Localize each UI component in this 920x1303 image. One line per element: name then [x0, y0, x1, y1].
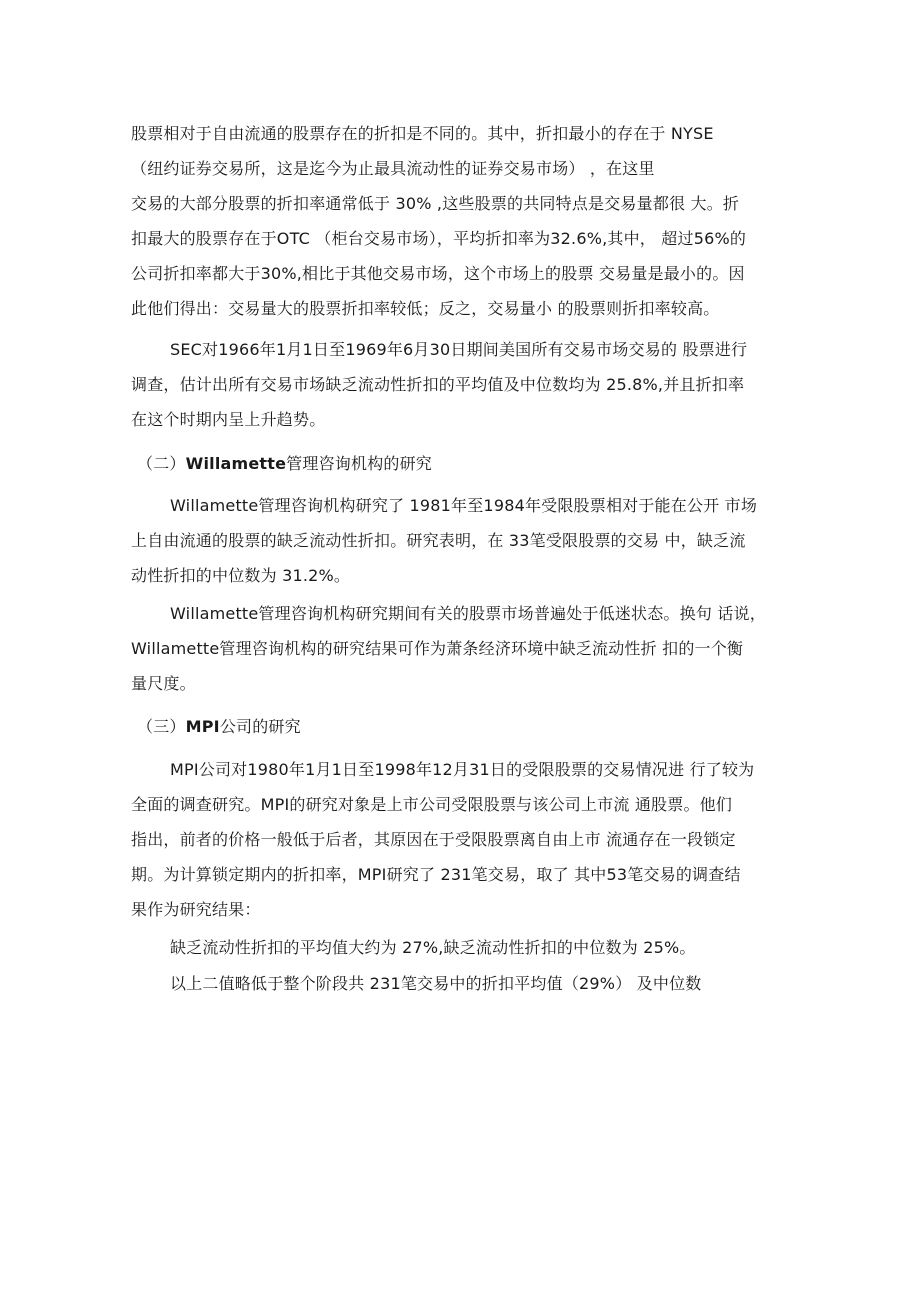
text-line: 期。为计算锁定期内的折扣率，MPI研究了 231笔交易，取了 其中53笔交易的调查结: [131, 865, 741, 884]
heading-suffix: 公司的研究: [219, 717, 301, 736]
text-line: 公司折扣率都大于30%,相比于其他交易市场，这个市场上的股票 交易量是最小的。因: [131, 264, 745, 283]
text-line: 在这个时期内呈上升趋势。: [131, 410, 326, 429]
text-line: 扣最大的股票存在于OTC （柜台交易市场），平均折扣率为32.6%,其中， 超过56%的: [131, 229, 747, 248]
text-line: Willamette管理咨询机构研究期间有关的股票市场普遍处于低迷状态。换句 话说，: [170, 604, 766, 623]
text-line: （纽约证券交易所，这是迄今为止最具流动性的证券交易市场） ，在这里: [131, 159, 655, 178]
text-line: 全面的调查研究。MPI的研究对象是上市公司受限股票与该公司上市流 通股票。他们: [131, 795, 733, 814]
text-line: 此他们得出：交易量大的股票折扣率较低；反之，交易量小 的股票则折扣率较高。: [131, 299, 720, 318]
text-line: 指出，前者的价格一般低于后者，其原因在于受限股票离自由上市 流通存在一段锁定: [131, 830, 736, 849]
text-line: MPI公司对1980年1月1日至1998年12月31日的受限股票的交易情况进 行了较为: [170, 760, 755, 779]
text-line: Willamette管理咨询机构的研究结果可作为萧条经济环境中缺乏流动性折 扣的一个衡: [131, 639, 744, 658]
text-line: 股票相对于自由流通的股票存在的折扣是不同的。其中，折扣最小的存在于 NYSE: [131, 124, 714, 143]
text-line: 上自由流通的股票的缺乏流动性折扣。研究表明，在 33笔受限股票的交易 中，缺乏流: [131, 531, 746, 550]
heading-suffix: 管理咨询机构的研究: [286, 454, 432, 473]
section-heading-willamette: [137, 454, 432, 474]
heading-bold: MPI: [185, 717, 220, 736]
text-line: 缺乏流动性折扣的平均值大约为 27%,缺乏流动性折扣的中位数为 25%。: [170, 938, 696, 957]
section-heading-mpi: [137, 717, 301, 737]
text-line: SEC对1966年1月1日至1969年6月30日期间美国所有交易市场交易的 股票进行: [170, 340, 748, 359]
text-line: 量尺度。: [131, 674, 196, 693]
text-line: 以上二值略低于整个阶段共 231笔交易中的折扣平均值（29%） 及中位数: [170, 974, 702, 993]
text-line: 调查，估计出所有交易市场缺乏流动性折扣的平均值及中位数均为 25.8%,并且折扣率: [131, 375, 745, 394]
heading-prefix: （三）: [137, 717, 186, 736]
text-line: 交易的大部分股票的折扣率通常低于 30% ,这些股票的共同特点是交易量都很 大。折: [131, 194, 740, 213]
heading-bold: Willamette: [185, 454, 287, 473]
text-line: Willamette管理咨询机构研究了 1981年至1984年受限股票相对于能在公开 市场: [170, 496, 758, 515]
heading-prefix: （二）: [137, 454, 186, 473]
text-line: 果作为研究结果：: [131, 900, 261, 919]
text-line: 动性折扣的中位数为 31.2%。: [131, 566, 351, 585]
